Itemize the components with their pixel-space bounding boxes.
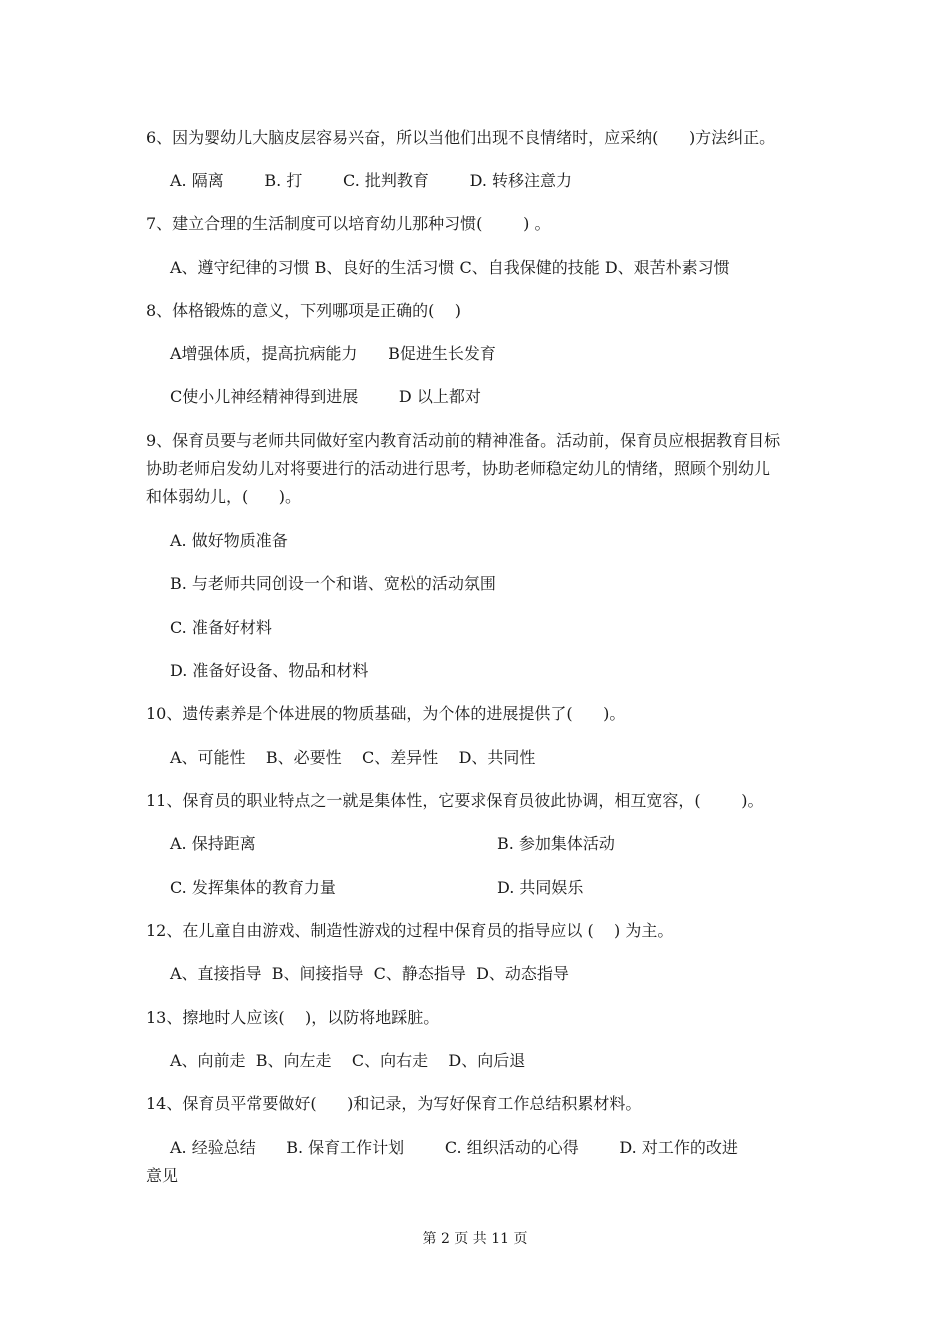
question-8-stem: 8、体格锻炼的意义，下列哪项是正确的( ) xyxy=(146,301,462,320)
question-10-stem: 10、遗传素养是个体进展的物质基础，为个体的进展提供了( )。 xyxy=(146,704,626,723)
question-9-option-c: C. 准备好材料 xyxy=(170,618,272,637)
question-14-options-line2: 意见 xyxy=(146,1166,179,1185)
question-6-options: A. 隔离 B. 打 C. 批判教育 D. 转移注意力 xyxy=(170,171,572,190)
question-14-options-line1: A. 经验总结 B. 保育工作计划 C. 组织活动的心得 D. 对工作的改进 xyxy=(170,1138,738,1157)
question-6-stem: 6、因为婴幼儿大脑皮层容易兴奋，所以当他们出现不良情绪时，应采纳( )方法纠正。 xyxy=(146,128,776,147)
question-14-stem: 14、保育员平常要做好( )和记录，为写好保育工作总结积累材料。 xyxy=(146,1094,642,1113)
page-number-footer: 第 2 页 共 11 页 xyxy=(422,1231,528,1247)
question-9-option-a: A. 做好物质准备 xyxy=(170,531,288,550)
question-13-options: A、向前走 B、向左走 C、向右走 D、向后退 xyxy=(170,1051,526,1070)
question-12-stem: 12、在儿童自由游戏、制造性游戏的过程中保育员的指导应以 ( ) 为主。 xyxy=(146,921,674,940)
question-8-options-row2: C使小儿神经精神得到进展 D 以上都对 xyxy=(170,387,481,406)
question-9-stem-line2: 协助老师启发幼儿对将要进行的活动进行思考，协助老师稳定幼儿的情绪，照顾个别幼儿 xyxy=(146,459,771,478)
question-9-stem-line1: 9、保育员要与老师共同做好室内教育活动前的精神准备。活动前，保育员应根据教育目标 xyxy=(146,431,781,450)
question-7-stem: 7、建立合理的生活制度可以培育幼儿那种习惯( ) 。 xyxy=(146,214,551,233)
question-11-option-c: C. 发挥集体的教育力量 xyxy=(170,878,336,897)
question-11-stem: 11、保育员的职业特点之一就是集体性，它要求保育员彼此协调，相互宽容，( )。 xyxy=(146,791,764,810)
question-11-option-a: A. 保持距离 xyxy=(170,834,256,853)
question-11-option-b: B. 参加集体活动 xyxy=(497,834,615,853)
question-11-option-d: D. 共同娱乐 xyxy=(497,878,584,897)
question-7-options: A、遵守纪律的习惯 B、良好的生活习惯 C、自我保健的技能 D、艰苦朴素习惯 xyxy=(170,258,730,277)
question-13-stem: 13、擦地时人应该( )，以防将地踩脏。 xyxy=(146,1008,440,1027)
question-9-stem-line3: 和体弱幼儿，( )。 xyxy=(146,487,302,506)
question-8-options-row1: A增强体质，提高抗病能力 B促进生长发育 xyxy=(170,344,496,363)
question-12-options: A、直接指导 B、间接指导 C、静态指导 D、动态指导 xyxy=(170,964,569,983)
question-9-option-b: B. 与老师共同创设一个和谐、宽松的活动氛围 xyxy=(170,574,496,593)
question-10-options: A、可能性 B、必要性 C、差异性 D、共同性 xyxy=(170,748,536,767)
question-9-option-d: D. 准备好设备、物品和材料 xyxy=(170,661,369,680)
